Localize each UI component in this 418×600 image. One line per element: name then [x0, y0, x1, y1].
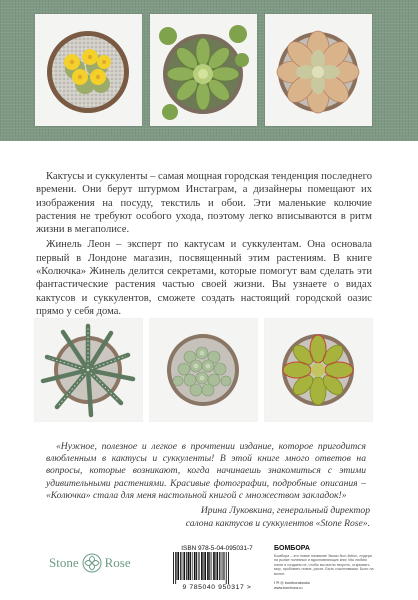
barcode-bar	[216, 552, 218, 580]
rose-icon	[81, 552, 103, 574]
publisher-social: f ✉ ◎ bomborabooks	[274, 581, 310, 585]
barcode-bar	[226, 552, 227, 584]
barcode-bar	[198, 552, 199, 580]
succulent-photo-5	[150, 319, 257, 421]
cactus-photo-1	[35, 14, 142, 126]
logo-word-left: Stone	[49, 555, 79, 570]
barcode-bar	[228, 552, 229, 584]
barcode-bar	[186, 552, 187, 580]
review-quote-text: «Нужное, полезное и легкое в прочтении издание, которое пригодится влюбленным в кактусы и суккуленты! В этой книге много ответов на вопросы, которые возникают, когда начинаешь знакомиться с этими удивительными растениями. Красивые фотографии, подробные описания – «Колючка» стала для меня настольной книгой с множеством закладок!»	[46, 441, 366, 501]
stone-rose-logo	[49, 548, 159, 578]
barcode-bar	[213, 552, 215, 580]
description-text	[36, 170, 372, 320]
logo-word-right: Rose	[104, 555, 131, 570]
publisher-links	[274, 581, 374, 590]
isbn-number: ISBN 978-5-04-095031-7	[181, 545, 253, 552]
barcode-bar	[182, 552, 183, 580]
barcode-bar	[177, 552, 179, 580]
cactus-pot-icon	[35, 14, 142, 126]
barcode-bar	[204, 552, 206, 580]
description-paragraph-1: Кактусы и суккуленты – самая мощная городская тенденция последнего времени. Они берут штурмом Инстаграм, а дизайнеры помещают их изображения на посуду, текстиль и обои. Эти маленькие колючие растения не требуют особого ухода, поэтому легко вписываются в ритм жизни в мегаполисе.	[36, 171, 372, 236]
barcode-bar	[196, 552, 197, 580]
review-author-line-2: салона кактусов и суккулентов «Stone Rose».	[185, 517, 370, 529]
barcode-bar	[175, 552, 176, 584]
barcode-digits: 9 785040 950317 >	[182, 584, 252, 591]
review-author-line-1: Ирина Луковкина, генеральный директор	[200, 505, 370, 516]
succulent-photo-6	[265, 319, 372, 421]
succulent-pot-icon	[265, 14, 372, 126]
barcode-bar	[176, 552, 177, 580]
description-paragraph-2: Жинель Леон – эксперт по кактусам и суккулентам. Она основала первый в Лондоне магазин, посвященный этим растениям. В книге «Колючка» Жинель делится секретами, которые помогут вам сделать эти фантастические растения частью своей жизни. Вы узнаете о видах кактусов и суккулентов, сможете создать настоящий городской оазис прямо у себя дома.	[36, 239, 372, 317]
barcode-bar	[201, 552, 203, 580]
succulent-pot-icon	[150, 14, 257, 126]
succulent-pot-icon	[265, 319, 372, 421]
barcode-bar	[221, 552, 222, 580]
barcode-bar	[219, 552, 220, 580]
barcode-bar	[215, 552, 216, 580]
barcode-bar	[173, 552, 174, 584]
succulent-photo-4	[35, 319, 142, 421]
succulent-photo-2	[150, 14, 257, 126]
barcode-bar	[183, 552, 185, 580]
publisher-site: www.bombora.ru	[274, 585, 303, 590]
succulent-pot-icon	[35, 319, 142, 421]
barcode-bar	[188, 552, 190, 580]
publisher-about: Бомбора – это новое название Эксмо Non-fiction, лидера на рынке полезных и вдохновляющих книг. Мы любим книги и создаем их, чтобы вы могли творить, открывать мир, пробовать новое, расти. Быть счастливыми. Быть на волне.	[274, 554, 374, 576]
barcode-bar	[190, 552, 191, 580]
barcode-bar	[180, 552, 181, 580]
barcode-bar	[192, 552, 193, 580]
succulent-pot-icon	[150, 319, 257, 421]
barcode-bar	[209, 552, 210, 580]
succulent-photo-3	[265, 14, 372, 126]
review-attribution	[50, 505, 370, 530]
barcode-bar	[199, 552, 200, 580]
barcode-bars	[169, 552, 265, 584]
isbn-barcode	[169, 545, 265, 593]
barcode-bar	[203, 552, 204, 580]
review-quote	[46, 441, 366, 502]
barcode-bar	[224, 552, 225, 580]
barcode-bar	[194, 552, 196, 580]
barcode-bar	[223, 552, 224, 580]
publisher-name: БОМБОРА	[274, 545, 310, 552]
barcode-bar	[207, 552, 209, 580]
barcode-bar	[212, 552, 213, 580]
